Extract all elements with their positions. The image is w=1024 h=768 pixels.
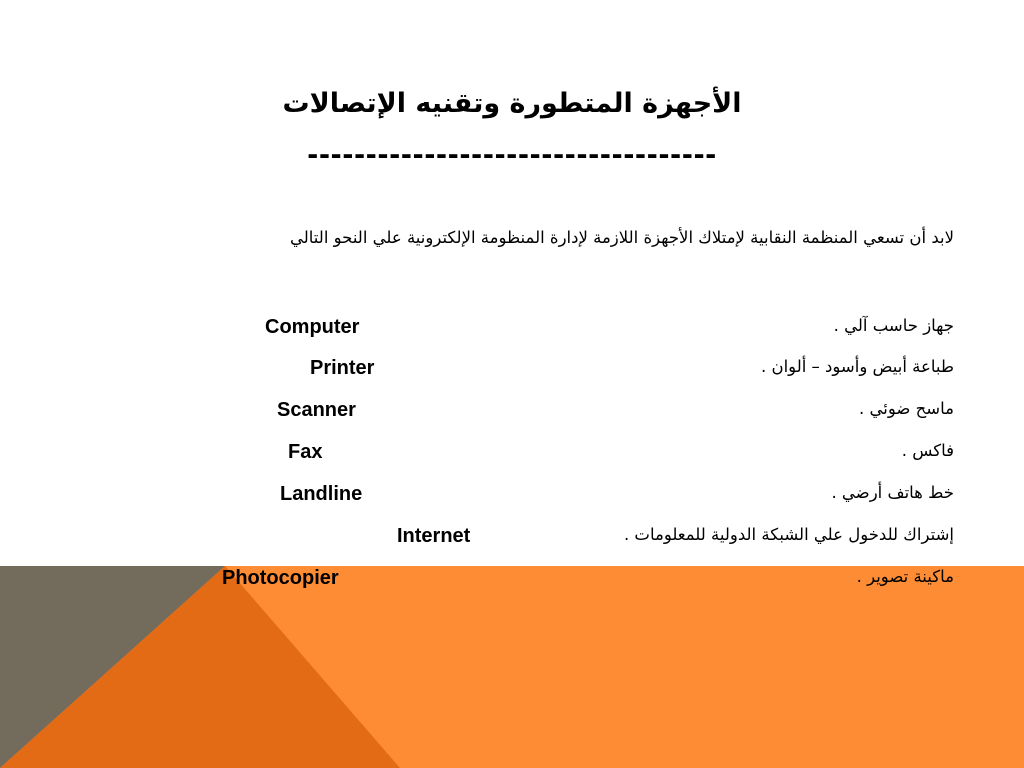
item-english: Landline xyxy=(280,483,363,505)
item-english: Scanner xyxy=(277,399,356,421)
item-english: Photocopier xyxy=(222,567,339,589)
item-arabic: ماسح ضوئي . xyxy=(859,399,954,418)
list-item xyxy=(0,525,1024,555)
list-item xyxy=(0,441,1024,471)
item-english: Computer xyxy=(265,316,360,338)
list-item xyxy=(0,316,1024,346)
item-arabic: إشتراك للدخول علي الشبكة الدولية للمعلومات . xyxy=(623,525,954,544)
item-arabic: جهاز حاسب آلي . xyxy=(833,316,954,335)
item-english: Internet xyxy=(397,525,471,547)
item-arabic: طباعة أبيض وأسود – ألوان . xyxy=(760,357,954,376)
item-english: Printer xyxy=(310,357,375,379)
list-item xyxy=(0,399,1024,429)
list-item xyxy=(0,357,1024,387)
item-arabic: ماكينة تصوير . xyxy=(856,567,954,586)
item-arabic: خط هاتف أرضي . xyxy=(831,483,954,502)
title-separator: ----------------------------------- xyxy=(307,140,717,171)
slide-title: الأجهزة المتطورة وتقنيه الإتصالات xyxy=(282,88,742,119)
intro-paragraph: لابد أن تسعي المنظمة النقابية لإمتلاك الأجهزة اللازمة لإدارة المنظومة الإلكترونية علي النحو التالي xyxy=(290,228,954,247)
list-item xyxy=(0,567,1024,597)
item-english: Fax xyxy=(288,441,323,463)
item-arabic: فاكس . xyxy=(901,441,954,460)
list-item xyxy=(0,483,1024,513)
